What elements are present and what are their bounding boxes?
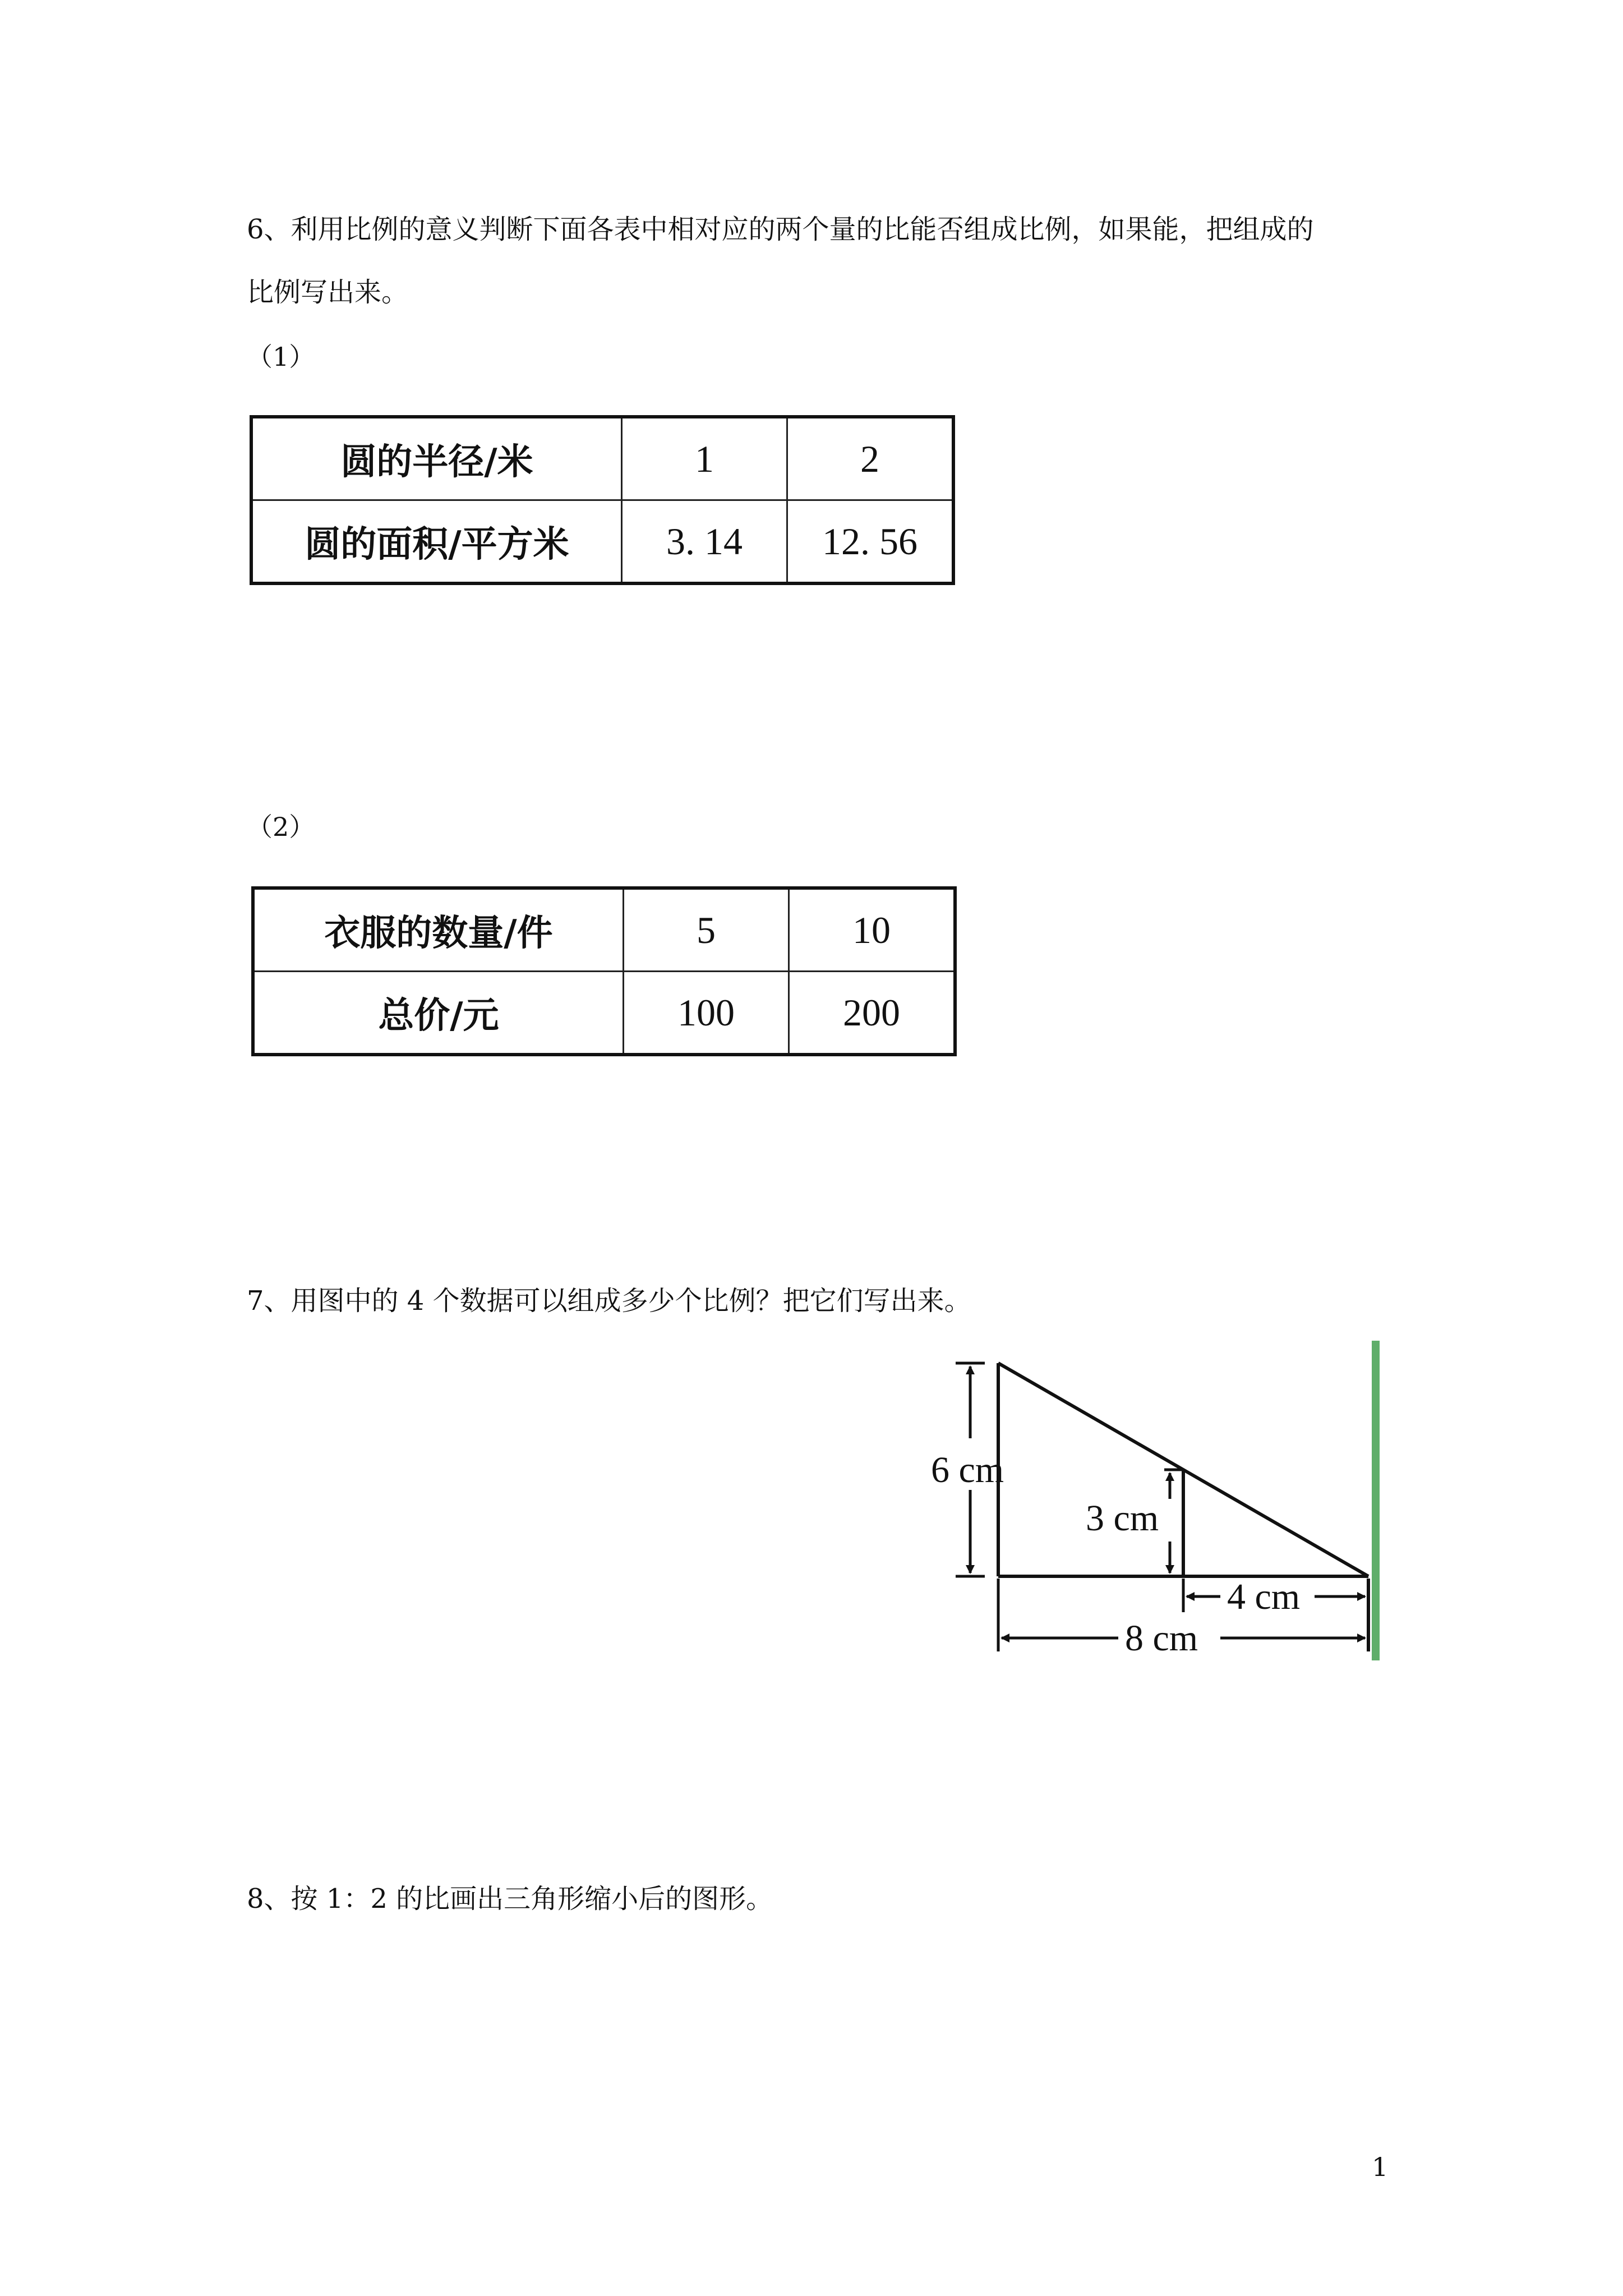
table-row — [251, 417, 953, 500]
label-3cm: 3 cm — [1086, 1498, 1159, 1539]
table-cell-header: 总价/元 — [253, 972, 624, 1055]
q6-part1-label: （1） — [247, 342, 315, 372]
green-edge-strip — [1372, 1341, 1380, 1660]
table-cell: 5 — [624, 888, 789, 972]
table-cell-header: 圆的面积/平方米 — [251, 500, 622, 584]
table-cell: 200 — [789, 972, 956, 1055]
table-row — [251, 500, 953, 584]
table-cell: 1 — [622, 417, 787, 500]
label-4cm: 4 cm — [1227, 1576, 1301, 1617]
table-cell: 2 — [787, 417, 954, 500]
q6-text-line1: 6、利用比例的意义判断下面各表中相对应的两个量的比能否组成比例，如果能，把组成的 — [247, 214, 1314, 245]
q6-part2-label: （2） — [247, 812, 315, 842]
label-6cm: 6 cm — [931, 1450, 1004, 1490]
table-cell: 12. 56 — [787, 500, 954, 584]
q7-text: 7、用图中的 4 个数据可以组成多少个比例？把它们写出来。 — [247, 1285, 971, 1317]
label-8cm: 8 cm — [1125, 1618, 1198, 1659]
table-cell: 3. 14 — [622, 500, 787, 584]
q6-text-line2: 比例写出来。 — [247, 277, 409, 308]
page-number: 1 — [1372, 2152, 1389, 2182]
table-cell: 10 — [789, 888, 956, 972]
similar-triangles-figure — [886, 1335, 1391, 1672]
circle-radius-area-table — [250, 415, 955, 585]
table-cell-header: 圆的半径/米 — [251, 417, 622, 500]
table-row — [253, 888, 955, 972]
q8-text: 8、按 1：2 的比画出三角形缩小后的图形。 — [247, 1883, 773, 1915]
table-cell-header: 衣服的数量/件 — [253, 888, 624, 972]
table-cell: 100 — [624, 972, 789, 1055]
clothes-quantity-price-table — [251, 886, 957, 1056]
table-row — [253, 972, 955, 1055]
